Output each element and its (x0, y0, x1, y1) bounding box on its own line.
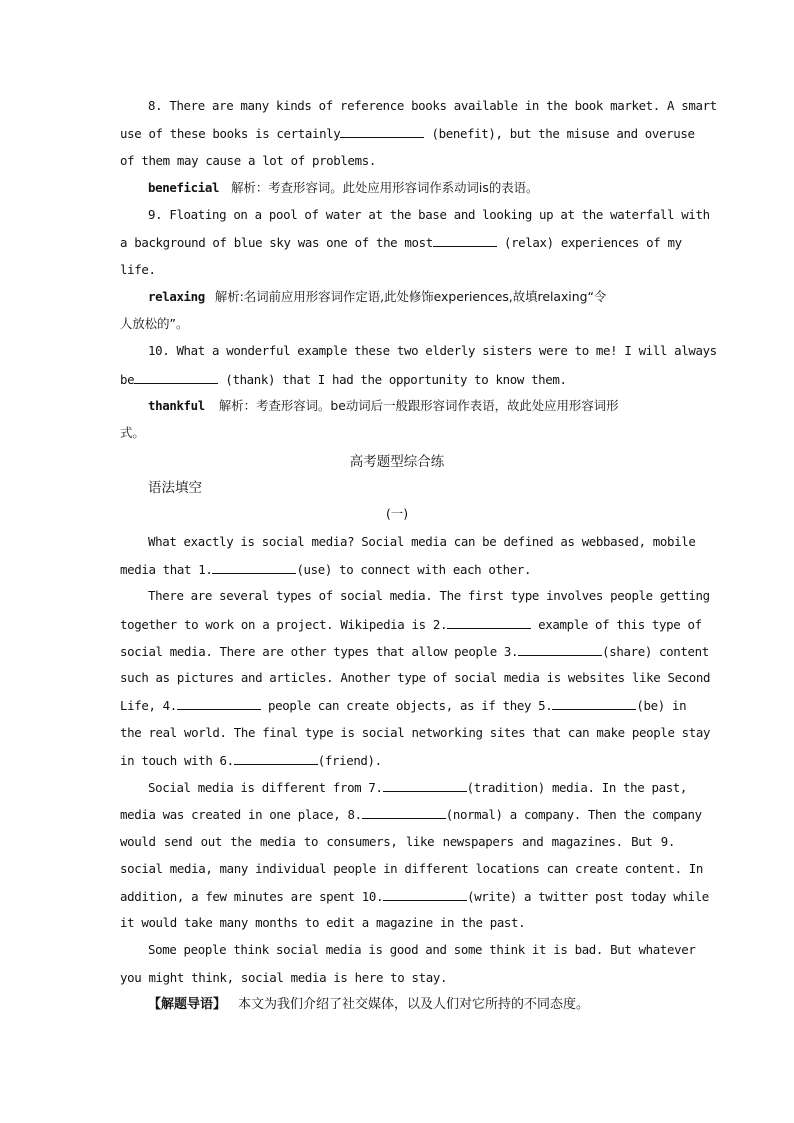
q9-hint: (relax) experiences of my (496, 235, 682, 250)
passage-text: addition, a few minutes are spent 10. (120, 889, 384, 904)
passage-line (120, 561, 675, 578)
guide-line (148, 997, 703, 1013)
passage-text: Social media is different from 7. (148, 780, 383, 795)
passage-text: people can create objects, as if they 5. (260, 698, 553, 713)
blank-5[interactable] (552, 697, 636, 710)
q9-line1: 9. Floating on a pool of water at the base and looking up at the waterfall with (148, 207, 710, 222)
analysis-text: 解析：考查形容词。此处应用形容词作系动词is的表语。 (231, 180, 539, 195)
passage-line (120, 806, 702, 823)
passage-text: example of this type of (531, 617, 702, 632)
passage-text: (friend). (317, 753, 382, 768)
passage-text: social media. There are other types that allow people 3. (120, 644, 519, 659)
passage-line (120, 888, 709, 905)
answer-blank[interactable] (340, 125, 424, 138)
q9-line3: life. (120, 262, 156, 277)
blank-2[interactable] (447, 616, 531, 629)
passage-text: (normal) a company. Then the company (445, 807, 702, 822)
passage-line (148, 779, 688, 796)
passage-text: (use) to connect with each other. (296, 562, 532, 577)
answer-text: thankful (148, 398, 205, 413)
passage-text: (be) in (636, 698, 687, 713)
passage-line: it would take many months to edit a magazine in the past. (120, 915, 526, 930)
passage-text: media that 1. (120, 562, 213, 577)
passage-line: would send out the media to consumers, like newspapers and magazines. But 9. (120, 834, 675, 849)
passage-text: together to work on a project. Wikipedia is 2. (120, 617, 448, 632)
section-title: 高考题型综合练 (349, 454, 445, 470)
q10-text: be (120, 372, 135, 387)
passage-line: There are several types of social media. The first type involves people getting (148, 588, 710, 603)
q8-line2 (120, 125, 695, 142)
q9-answer-line (148, 289, 675, 305)
blank-3[interactable] (518, 643, 602, 656)
blank-7[interactable] (383, 779, 467, 792)
q8-hint: (benefit), but the misuse and overuse (424, 126, 695, 141)
blank-10[interactable] (383, 888, 467, 901)
passage-line: you might think, social media is here to stay. (120, 970, 448, 985)
q10-analysis-cont: 式。 (120, 425, 145, 440)
passage-line (120, 643, 709, 660)
analysis-text: 解析:名词前应用形容词作定语,此处修饰experiences,故填relaxing“令 (214, 289, 607, 304)
passage-line: such as pictures and articles. Another type of social media is websites like Second (120, 670, 711, 685)
passage-line: social media, many individual people in different locations can create content. In (120, 861, 704, 876)
blank-4[interactable] (177, 697, 261, 710)
blank-6[interactable] (234, 752, 318, 765)
subsection-title: 语法填空 (148, 480, 202, 496)
passage-line (120, 752, 675, 769)
q9-line2 (120, 234, 682, 251)
q8-answer-line (148, 180, 675, 196)
q9-text: a background of blue sky was one of the most (120, 235, 433, 250)
passage-line: What exactly is social media? Social media can be defined as webbased, mobile (148, 534, 696, 549)
passage-text: media was created in one place, 8. (120, 807, 362, 822)
passage-text: in touch with 6. (120, 753, 234, 768)
passage-text: (tradition) media. In the past, (466, 780, 688, 795)
passage-text: (write) a twitter post today while (467, 889, 709, 904)
answer-text: beneficial (148, 180, 220, 195)
passage-text: (share) content (602, 644, 709, 659)
q10-answer-line (148, 398, 675, 414)
q10-line2 (120, 371, 675, 388)
q8-line3: of them may cause a lot of problems. (120, 153, 376, 168)
blank-8[interactable] (362, 806, 446, 819)
blank-1[interactable] (212, 561, 296, 574)
answer-blank[interactable] (433, 234, 497, 247)
part-label: (一) (385, 506, 409, 521)
passage-line: Some people think social media is good and some think it is bad. But whatever (148, 942, 696, 957)
q10-line1: 10. What a wonderful example these two elderly sisters were to me! I will always (148, 343, 717, 358)
guide-label: 【解题导语】 (148, 997, 227, 1012)
passage-line (120, 697, 687, 714)
answer-text: relaxing (148, 289, 205, 304)
passage-line: the real world. The final type is social networking sites that can make people stay (120, 725, 711, 740)
analysis-text: 解析：考查形容词。be动词后一般跟形容词作表语，故此处应用形容词形 (218, 398, 619, 413)
q10-hint: (thank) that I had the opportunity to know them. (218, 372, 567, 387)
answer-blank[interactable] (134, 371, 218, 384)
guide-text: 本文为我们介绍了社交媒体，以及人们对它所持的不同态度。 (238, 997, 590, 1012)
q9-analysis-cont: 人放松的”。 (120, 316, 189, 331)
passage-line (120, 616, 702, 633)
q8-text: use of these books is certainly (120, 126, 341, 141)
passage-text: Life, 4. (120, 698, 177, 713)
q8-line1: 8. There are many kinds of reference books available in the book market. A smart (148, 98, 717, 113)
